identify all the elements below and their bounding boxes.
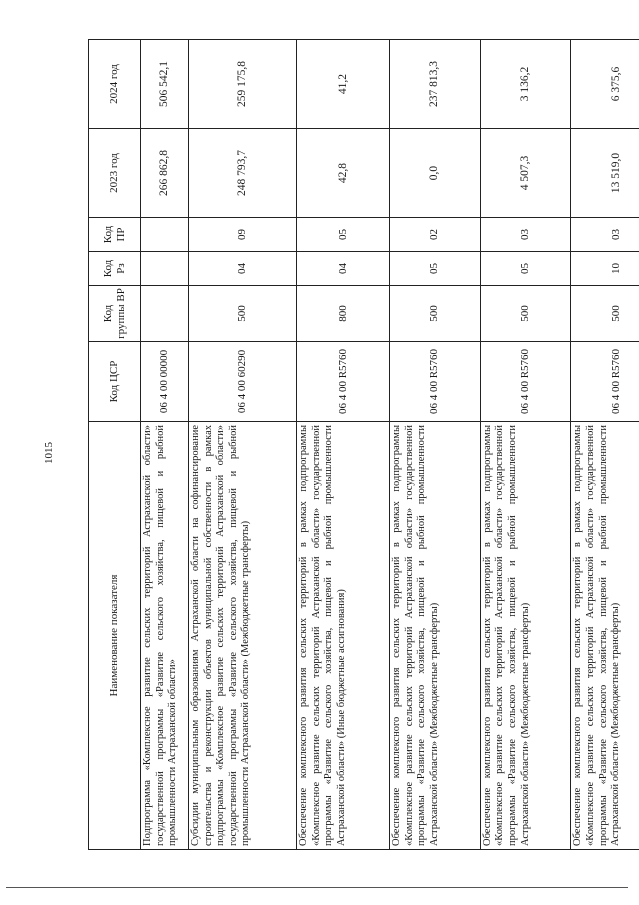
row-2023: 4 507,3 — [480, 129, 571, 218]
row-name: Обеспечение комплексного развития сельских территорий в рамках подпрограммы «Комплексное развитие сельских территорий Астраханской области» государственной программы «Развитие сельского хозяйства, пищевой и рыбной промышленности Астраханской области» (Межбюджетные трансферты) — [571, 422, 639, 850]
row-vr — [141, 286, 189, 342]
rotated-table-container — [88, 40, 639, 850]
row-2023: 248 793,7 — [188, 129, 296, 218]
row-pr: 03 — [571, 218, 639, 252]
row-vr: 500 — [480, 286, 571, 342]
header-vr: Код группы ВР — [89, 286, 141, 342]
table-row — [188, 40, 296, 850]
row-2024: 506 542,1 — [141, 40, 189, 129]
header-pr: Код ПР — [89, 218, 141, 252]
row-name: Обеспечение комплексного развития сельских территорий в рамках подпрограммы «Комплексное развитие сельских территорий Астраханской области» государственной программы «Развитие сельского хозяйства, пищевой и рыбной промышленности Астраханской области» (Межбюджетные трансферты) — [480, 422, 571, 850]
row-csr: 06 4 00 R5760 — [571, 342, 639, 422]
row-csr: 06 4 00 R5760 — [390, 342, 481, 422]
row-rz: 05 — [390, 252, 481, 286]
header-2023: 2023 год — [89, 129, 141, 218]
table-row — [297, 40, 390, 850]
row-rz: 04 — [188, 252, 296, 286]
row-pr: 02 — [390, 218, 481, 252]
row-name: Субсидии муниципальным образованиям Астраханской области на софинансирование строительства и реконструкции объектов муниципальной собственности в рамках подпрограммы «Комплексное развитие сельских территорий Астраханской области» государственной программы «Развитие сельского хозяйства, пищевой и рыбной промышленности Астраханской области» (Межбюджетные трансферты) — [188, 422, 296, 850]
row-pr: 05 — [297, 218, 390, 252]
row-rz: 05 — [480, 252, 571, 286]
row-2023: 13 519,0 — [571, 129, 639, 218]
row-vr: 500 — [390, 286, 481, 342]
row-csr: 06 4 00 60290 — [188, 342, 296, 422]
row-2024: 259 175,8 — [188, 40, 296, 129]
row-vr: 500 — [188, 286, 296, 342]
header-rz: Код Рз — [89, 252, 141, 286]
row-csr: 06 4 00 R5760 — [297, 342, 390, 422]
row-rz: 04 — [297, 252, 390, 286]
row-rz — [141, 252, 189, 286]
page-bottom-rule — [6, 887, 628, 888]
row-csr: 06 4 00 R5760 — [480, 342, 571, 422]
row-2023: 266 862,8 — [141, 129, 189, 218]
row-2024: 3 136,2 — [480, 40, 571, 129]
row-2023: 0,0 — [390, 129, 481, 218]
budget-table — [88, 39, 639, 850]
row-csr: 06 4 00 00000 — [141, 342, 189, 422]
row-vr: 500 — [571, 286, 639, 342]
row-2024: 237 813,3 — [390, 40, 481, 129]
row-2023: 42,8 — [297, 129, 390, 218]
row-pr: 09 — [188, 218, 296, 252]
row-pr: 03 — [480, 218, 571, 252]
header-2024: 2024 год — [89, 40, 141, 129]
table-row — [390, 40, 481, 850]
table-row — [571, 40, 639, 850]
row-name: Обеспечение комплексного развития сельских территорий в рамках подпрограммы «Комплексное развитие сельских территорий Астраханской области» государственной программы «Развитие сельского хозяйства, пищевой и рыбной промышленности Астраханской области» (Иные бюджетные ассигнования) — [297, 422, 390, 850]
header-row — [89, 40, 141, 850]
row-pr — [141, 218, 189, 252]
page-number: 1015 — [43, 442, 55, 464]
table-row — [141, 40, 189, 850]
row-2024: 41,2 — [297, 40, 390, 129]
row-rz: 10 — [571, 252, 639, 286]
table-row — [480, 40, 571, 850]
row-name: Подпрограмма «Комплексное развитие сельских территорий Астраханской области» государственной программы «Развитие сельского хозяйства, пищевой и рыбной промышленности Астраханской области» — [141, 422, 189, 850]
header-csr: Код ЦСР — [89, 342, 141, 422]
header-name: Наименование показателя — [89, 422, 141, 850]
row-name: Обеспечение комплексного развития сельских территорий в рамках подпрограммы «Комплексное развитие сельских территорий Астраханской области» государственной программы «Развитие сельского хозяйства, пищевой и рыбной промышленности Астраханской области» (Межбюджетные трансферты) — [390, 422, 481, 850]
row-vr: 800 — [297, 286, 390, 342]
row-2024: 6 375,6 — [571, 40, 639, 129]
